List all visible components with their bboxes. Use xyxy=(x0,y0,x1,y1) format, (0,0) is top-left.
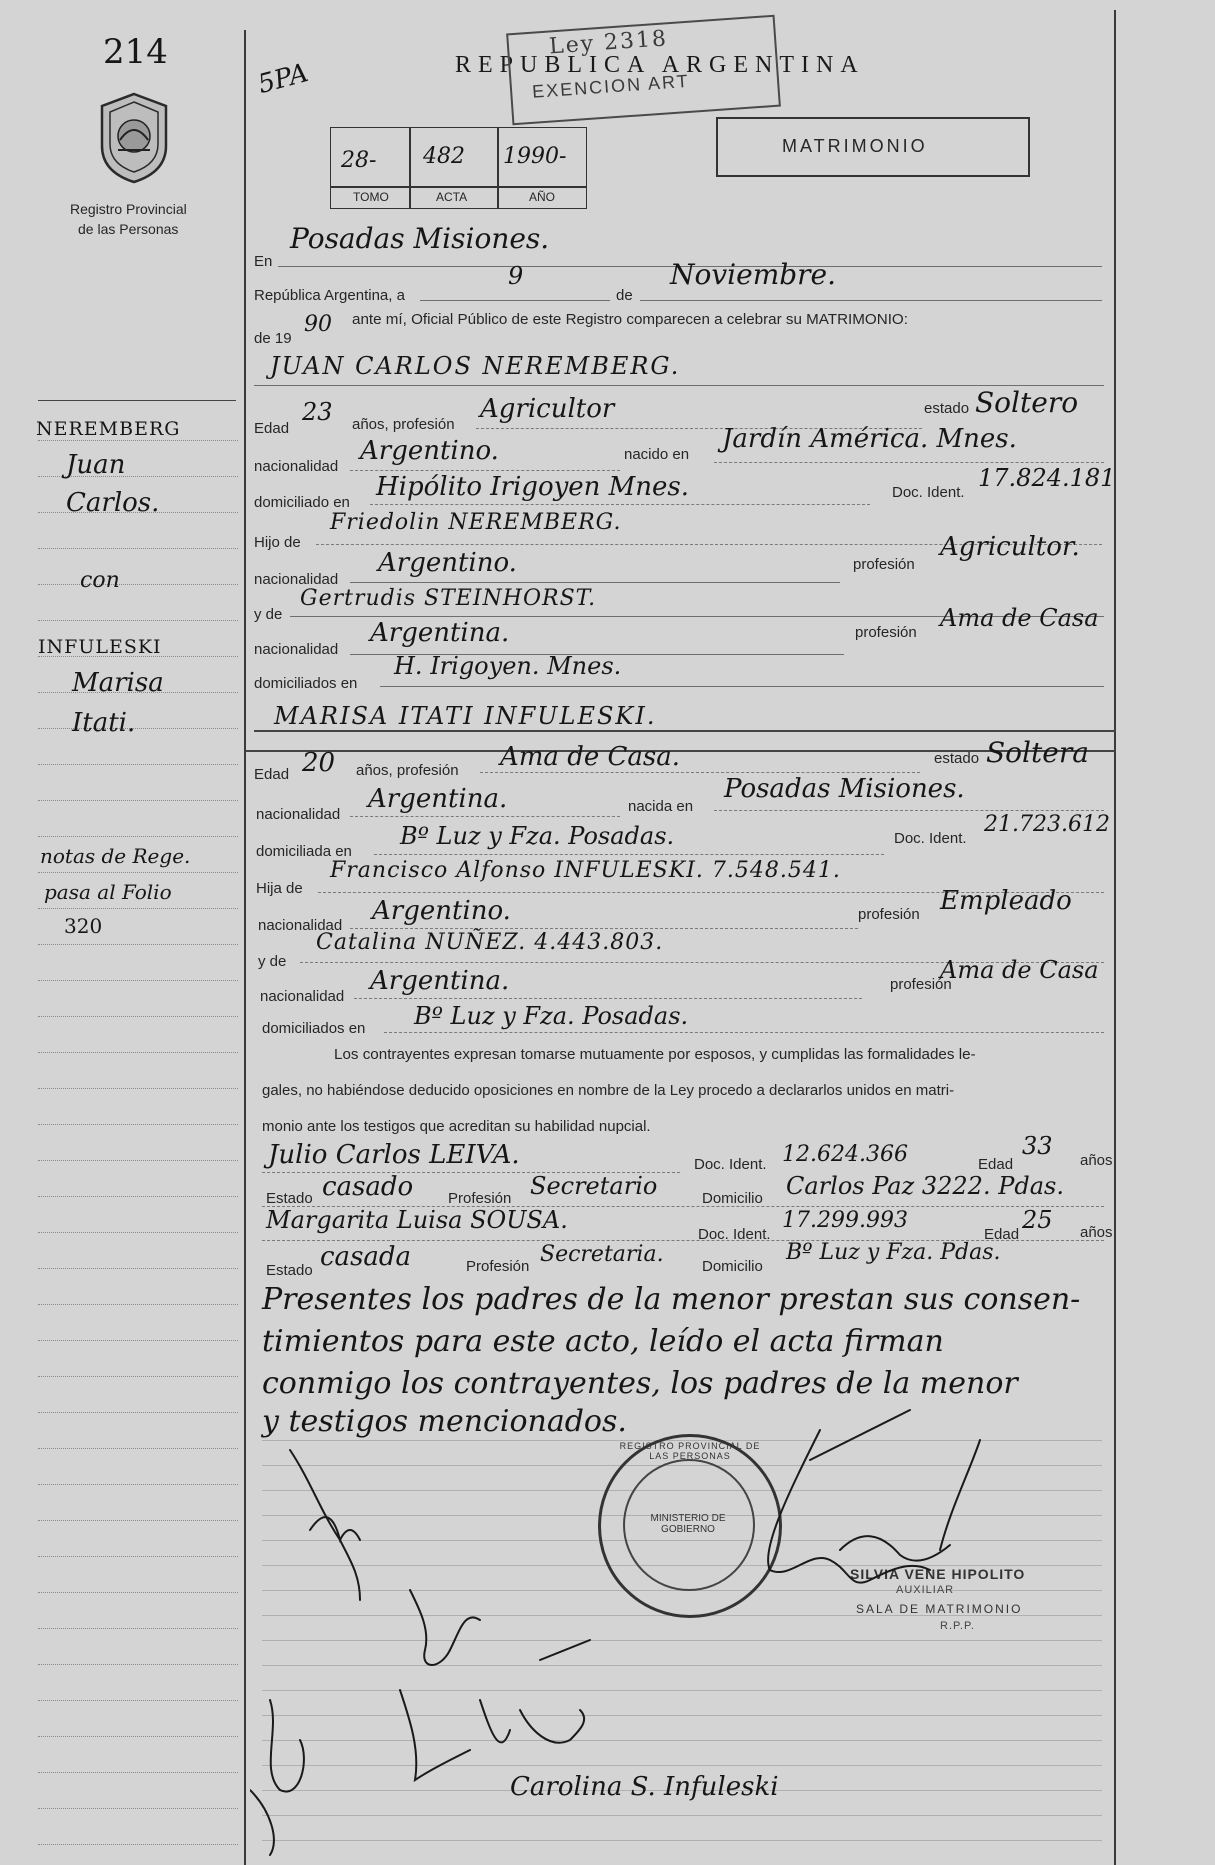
bride-dom-label: domiciliada en xyxy=(256,843,352,860)
witness2-name: Margarita Luisa SOUSA. xyxy=(266,1206,568,1234)
groom-nationality: Argentino. xyxy=(360,436,499,466)
margin-ruled-line xyxy=(38,944,238,945)
en-label: En xyxy=(254,253,273,270)
record-type: MATRIMONIO xyxy=(782,136,928,156)
groom-hijo-label: Hijo de xyxy=(254,534,301,551)
groom-mother-prof-label: profesión xyxy=(855,624,917,641)
bride-father: Francisco Alfonso INFULESKI. 7.548.541. xyxy=(330,858,841,883)
record-type-box xyxy=(716,117,1030,177)
province-seal-icon xyxy=(94,90,174,186)
bottom-signature-name: Carolina S. Infuleski xyxy=(510,1772,779,1802)
declaration-line3: monio ante los testigos que acreditan su habilidad nupcial. xyxy=(262,1118,651,1135)
day-line xyxy=(420,300,610,301)
bride-profession-line xyxy=(480,772,920,773)
witness1-anos-label: años xyxy=(1080,1152,1113,1169)
round-stamp-center: MINISTERIO DE GOBIERNO xyxy=(650,1513,726,1535)
appear-text: ante mí, Oficial Público de este Registro comparecen a celebrar su MATRIMONIO: xyxy=(352,311,908,328)
margin-ruled-line xyxy=(38,584,238,585)
column-divider xyxy=(244,30,246,1865)
witness2-anos-label: años xyxy=(1080,1224,1113,1241)
groom-doc: 17.824.181 xyxy=(978,464,1116,492)
witness2-estado: casada xyxy=(320,1242,412,1272)
bride-yde-label: y de xyxy=(258,953,287,970)
groom-father-prof-label: profesión xyxy=(853,556,915,573)
witness1-dom-label: Domicilio xyxy=(702,1190,763,1207)
bride-father-nat: Argentino. xyxy=(372,896,511,926)
margin-bride-second: Itati. xyxy=(72,708,136,738)
margin-top-rule xyxy=(38,400,236,401)
margin-ruled-line xyxy=(38,1484,238,1485)
bride-father-prof: Empleado xyxy=(940,886,1072,916)
witness2-dom-label: Domicilio xyxy=(702,1258,763,1275)
margin-ruled-line xyxy=(38,1412,238,1413)
witness1-edad-label: Edad xyxy=(978,1156,1014,1173)
stamp-line1: Ley 2318 xyxy=(548,26,669,60)
bride-age: 20 xyxy=(302,748,336,778)
bride-doc: 21.723.612 xyxy=(984,812,1110,837)
margin-ruled-line xyxy=(38,1268,238,1269)
margin-ruled-line xyxy=(38,1448,238,1449)
margin-ruled-line xyxy=(38,1700,238,1701)
month-value: Noviembre. xyxy=(670,258,837,291)
margin-ruled-line xyxy=(38,1736,238,1737)
republica-label: República Argentina, a xyxy=(254,287,405,304)
bride-mother-prof: Ama de Casa xyxy=(940,956,1099,984)
margin-ruled-line xyxy=(38,728,238,729)
margin-note-line1: notas de Rege. xyxy=(40,844,191,868)
bride-profession: Ama de Casa. xyxy=(500,742,680,772)
margin-ruled-line xyxy=(38,1232,238,1233)
groom-mother: Gertrudis STEINHORST. xyxy=(300,586,597,611)
bride-estado: Soltera xyxy=(986,736,1089,769)
bride-nationality: Argentina. xyxy=(368,784,508,814)
margin-ruled-line xyxy=(38,1844,238,1845)
tax-exemption-stamp xyxy=(506,15,781,126)
year-suffix: 90 xyxy=(304,312,332,337)
margin-note-line2: pasa al Folio xyxy=(44,880,172,904)
margin-ruled-line xyxy=(38,800,238,801)
groom-doc-label: Doc. Ident. xyxy=(892,484,965,501)
bride-name-line xyxy=(254,730,1116,732)
groom-parents-line xyxy=(380,686,1104,687)
bride-mother-nat-line xyxy=(354,998,862,999)
margin-groom-surname: NEREMBERG xyxy=(36,418,181,440)
bride-parents-line xyxy=(384,1032,1104,1033)
witness1-name: Julio Carlos LEIVA. xyxy=(268,1140,520,1170)
margin-ruled-line xyxy=(38,1556,238,1557)
margin-ruled-line xyxy=(38,1088,238,1089)
bride-father-nat-label: nacionalidad xyxy=(258,917,343,934)
groom-dom-label: domiciliado en xyxy=(254,494,350,511)
bride-hija-label: Hija de xyxy=(256,880,303,897)
bride-address-line xyxy=(374,854,884,855)
witness1-profession: Secretario xyxy=(530,1172,658,1200)
bride-address: Bº Luz y Fza. Posadas. xyxy=(400,822,675,850)
margin-bride-surname: INFULESKI xyxy=(38,636,162,658)
margin-ruled-line xyxy=(38,872,238,873)
bride-anos-label: años, profesión xyxy=(356,762,459,779)
margin-ruled-line xyxy=(38,980,238,981)
table-divider-1 xyxy=(409,128,411,208)
margin-groom-second: Carlos. xyxy=(66,488,160,518)
groom-nacido-label: nacido en xyxy=(624,446,690,463)
declaration-line1: Los contrayentes expresan tomarse mutuamente por esposos, y cumplidas las formalidades le- xyxy=(334,1046,976,1063)
bride-doms-label: domiciliados en xyxy=(262,1020,366,1037)
margin-groom-first: Juan xyxy=(66,450,126,480)
notes-line1: Presentes los padres de la menor prestan sus consen- xyxy=(262,1282,1081,1317)
groom-address: Hipólito Irigoyen Mnes. xyxy=(376,472,690,502)
registry-name-line1: Registro Provincial xyxy=(70,201,187,217)
margin-ruled-line xyxy=(38,1196,238,1197)
margin-ruled-line xyxy=(38,440,238,441)
groom-address-line xyxy=(370,504,870,505)
witness1-estado: casado xyxy=(322,1172,414,1202)
groom-father-nat-line xyxy=(350,582,840,583)
page-number: 214 xyxy=(103,32,168,72)
bride-father-nat-line xyxy=(350,928,858,929)
round-stamp-text: REGISTRO PROVINCIAL DE LAS PERSONAS xyxy=(619,1441,761,1461)
margin-ruled-line xyxy=(38,1592,238,1593)
margin-ruled-line xyxy=(38,1124,238,1125)
witness2-age: 25 xyxy=(1022,1206,1053,1234)
margin-ruled-line xyxy=(38,1772,238,1773)
margin-ruled-line xyxy=(38,1160,238,1161)
bride-estado-label: estado xyxy=(934,750,980,767)
acta-value: 482 xyxy=(423,144,465,169)
margin-ruled-line xyxy=(38,908,238,909)
de-label: de xyxy=(616,287,633,304)
bride-mother-nat-label: nacionalidad xyxy=(260,988,345,1005)
bride-father-prof-label: profesión xyxy=(858,906,920,923)
groom-mother-prof: Ama de Casa xyxy=(940,604,1099,632)
margin-ruled-line xyxy=(38,1016,238,1017)
groom-birthplace: Jardín América. Mnes. xyxy=(722,424,1017,454)
groom-full-name: JUAN CARLOS NEREMBERG. xyxy=(270,352,681,380)
groom-edad-label: Edad xyxy=(254,420,290,437)
witness2-edad-label: Edad xyxy=(984,1226,1020,1243)
table-divider-2 xyxy=(497,128,499,208)
groom-estado-label: estado xyxy=(924,400,970,417)
margin-ruled-line xyxy=(38,764,238,765)
witness1-doc: 12.624.366 xyxy=(782,1142,908,1167)
margin-ruled-line xyxy=(38,1808,238,1809)
witness1-doc-label: Doc. Ident. xyxy=(694,1156,767,1173)
bride-edad-label: Edad xyxy=(254,766,290,783)
witness1-age: 33 xyxy=(1022,1132,1053,1160)
groom-nac-label: nacionalidad xyxy=(254,458,339,475)
day-value: 9 xyxy=(508,262,524,290)
witness2-profession: Secretaria. xyxy=(540,1242,664,1267)
groom-father-nat: Argentino. xyxy=(378,548,517,578)
margin-ruled-line xyxy=(38,1520,238,1521)
ano-value: 1990- xyxy=(503,144,567,169)
groom-mother-nat-label: nacionalidad xyxy=(254,641,339,658)
groom-doms-label: domiciliados en xyxy=(254,675,358,692)
country-title: REPUBLICA ARGENTINA xyxy=(455,52,865,78)
groom-father-prof: Agricultor. xyxy=(940,532,1080,562)
witness1-address: Carlos Paz 3222. Pdas. xyxy=(786,1172,1064,1200)
groom-mother-nat: Argentina. xyxy=(370,618,510,648)
bride-nac-label: nacionalidad xyxy=(256,806,341,823)
registry-name-line2: de las Personas xyxy=(78,221,179,237)
groom-yde-label: y de xyxy=(254,606,283,623)
witness2-prof-label: Profesión xyxy=(466,1258,530,1275)
month-line xyxy=(640,300,1102,301)
bride-mother-nat: Argentina. xyxy=(370,966,510,996)
witness1-prof-label: Profesión xyxy=(448,1190,512,1207)
margin-bride-first: Marisa xyxy=(72,668,164,698)
witness2-address: Bº Luz y Fza. Pdas. xyxy=(786,1240,1001,1265)
witness2-estado-label: Estado xyxy=(266,1262,313,1279)
margin-ruled-line xyxy=(38,1376,238,1377)
tomo-label: TOMO xyxy=(353,190,389,204)
margin-ruled-line xyxy=(38,1664,238,1665)
officer-stamp-name: SILVIA VENE HIPOLITO xyxy=(850,1566,1026,1582)
officer-stamp-org: R.P.P. xyxy=(940,1620,975,1632)
notes-line2: timientos para este acto, leído el acta firman xyxy=(262,1324,944,1359)
year-prefix-label: de 19 xyxy=(254,330,292,347)
margin-ruled-line xyxy=(38,548,238,549)
bride-mother-prof-label: profesión xyxy=(890,976,952,993)
place-value: Posadas Misiones. xyxy=(290,222,550,255)
bride-parents-address: Bº Luz y Fza. Posadas. xyxy=(414,1002,689,1030)
bride-mother: Catalina NUÑEZ. 4.443.803. xyxy=(316,930,664,955)
right-border xyxy=(1114,10,1116,1865)
declaration-line2: gales, no habiéndose deducido oposiciones en nombre de la Ley procedo a declararlos unidos en matri- xyxy=(262,1082,955,1099)
bride-doc-label: Doc. Ident. xyxy=(894,830,967,847)
bride-birthplace: Posadas Misiones. xyxy=(724,774,965,804)
acta-label: ACTA xyxy=(436,190,468,204)
officer-stamp-office: SALA DE MATRIMONIO xyxy=(856,1602,1023,1616)
margin-ruled-line xyxy=(38,836,238,837)
margin-ruled-line xyxy=(38,620,238,621)
groom-birth-line xyxy=(714,462,1104,463)
bride-full-name: MARISA ITATI INFULESKI. xyxy=(274,702,657,730)
officer-stamp-title: AUXILIAR xyxy=(896,1584,955,1596)
notes-line3: conmigo los contrayentes, los padres de la menor xyxy=(262,1366,1018,1401)
witness2-doc: 17.299.993 xyxy=(782,1208,908,1233)
margin-note-line3: 320 xyxy=(64,914,103,938)
groom-parents-address: H. Irigoyen. Mnes. xyxy=(394,652,622,680)
tomo-value: 28- xyxy=(341,148,377,173)
groom-profession: Agricultor xyxy=(480,394,615,424)
margin-connector: con xyxy=(80,568,120,593)
margin-ruled-line xyxy=(38,1052,238,1053)
stamp-line2: EXENCION ART xyxy=(531,70,691,102)
bride-nat-line xyxy=(350,816,620,817)
witness2-doc-label: Doc. Ident. xyxy=(698,1226,771,1243)
corner-note: 5PA xyxy=(254,57,312,101)
groom-nat-line xyxy=(350,470,620,471)
groom-anos-label: años, profesión xyxy=(352,416,455,433)
table-label-row xyxy=(331,186,586,188)
groom-father: Friedolin NEREMBERG. xyxy=(330,510,622,535)
margin-ruled-line xyxy=(38,1628,238,1629)
ano-label: AÑO xyxy=(529,190,556,204)
margin-ruled-line xyxy=(38,1340,238,1341)
groom-age: 23 xyxy=(302,398,333,426)
bride-nacida-label: nacida en xyxy=(628,798,694,815)
notes-line4: y testigos mencionados. xyxy=(262,1404,627,1439)
bride-birth-line xyxy=(714,810,1104,811)
groom-estado: Soltero xyxy=(975,386,1079,419)
groom-father-nat-label: nacionalidad xyxy=(254,571,339,588)
margin-ruled-line xyxy=(38,1304,238,1305)
record-number-table xyxy=(330,127,587,209)
witness1-estado-label: Estado xyxy=(266,1190,313,1207)
